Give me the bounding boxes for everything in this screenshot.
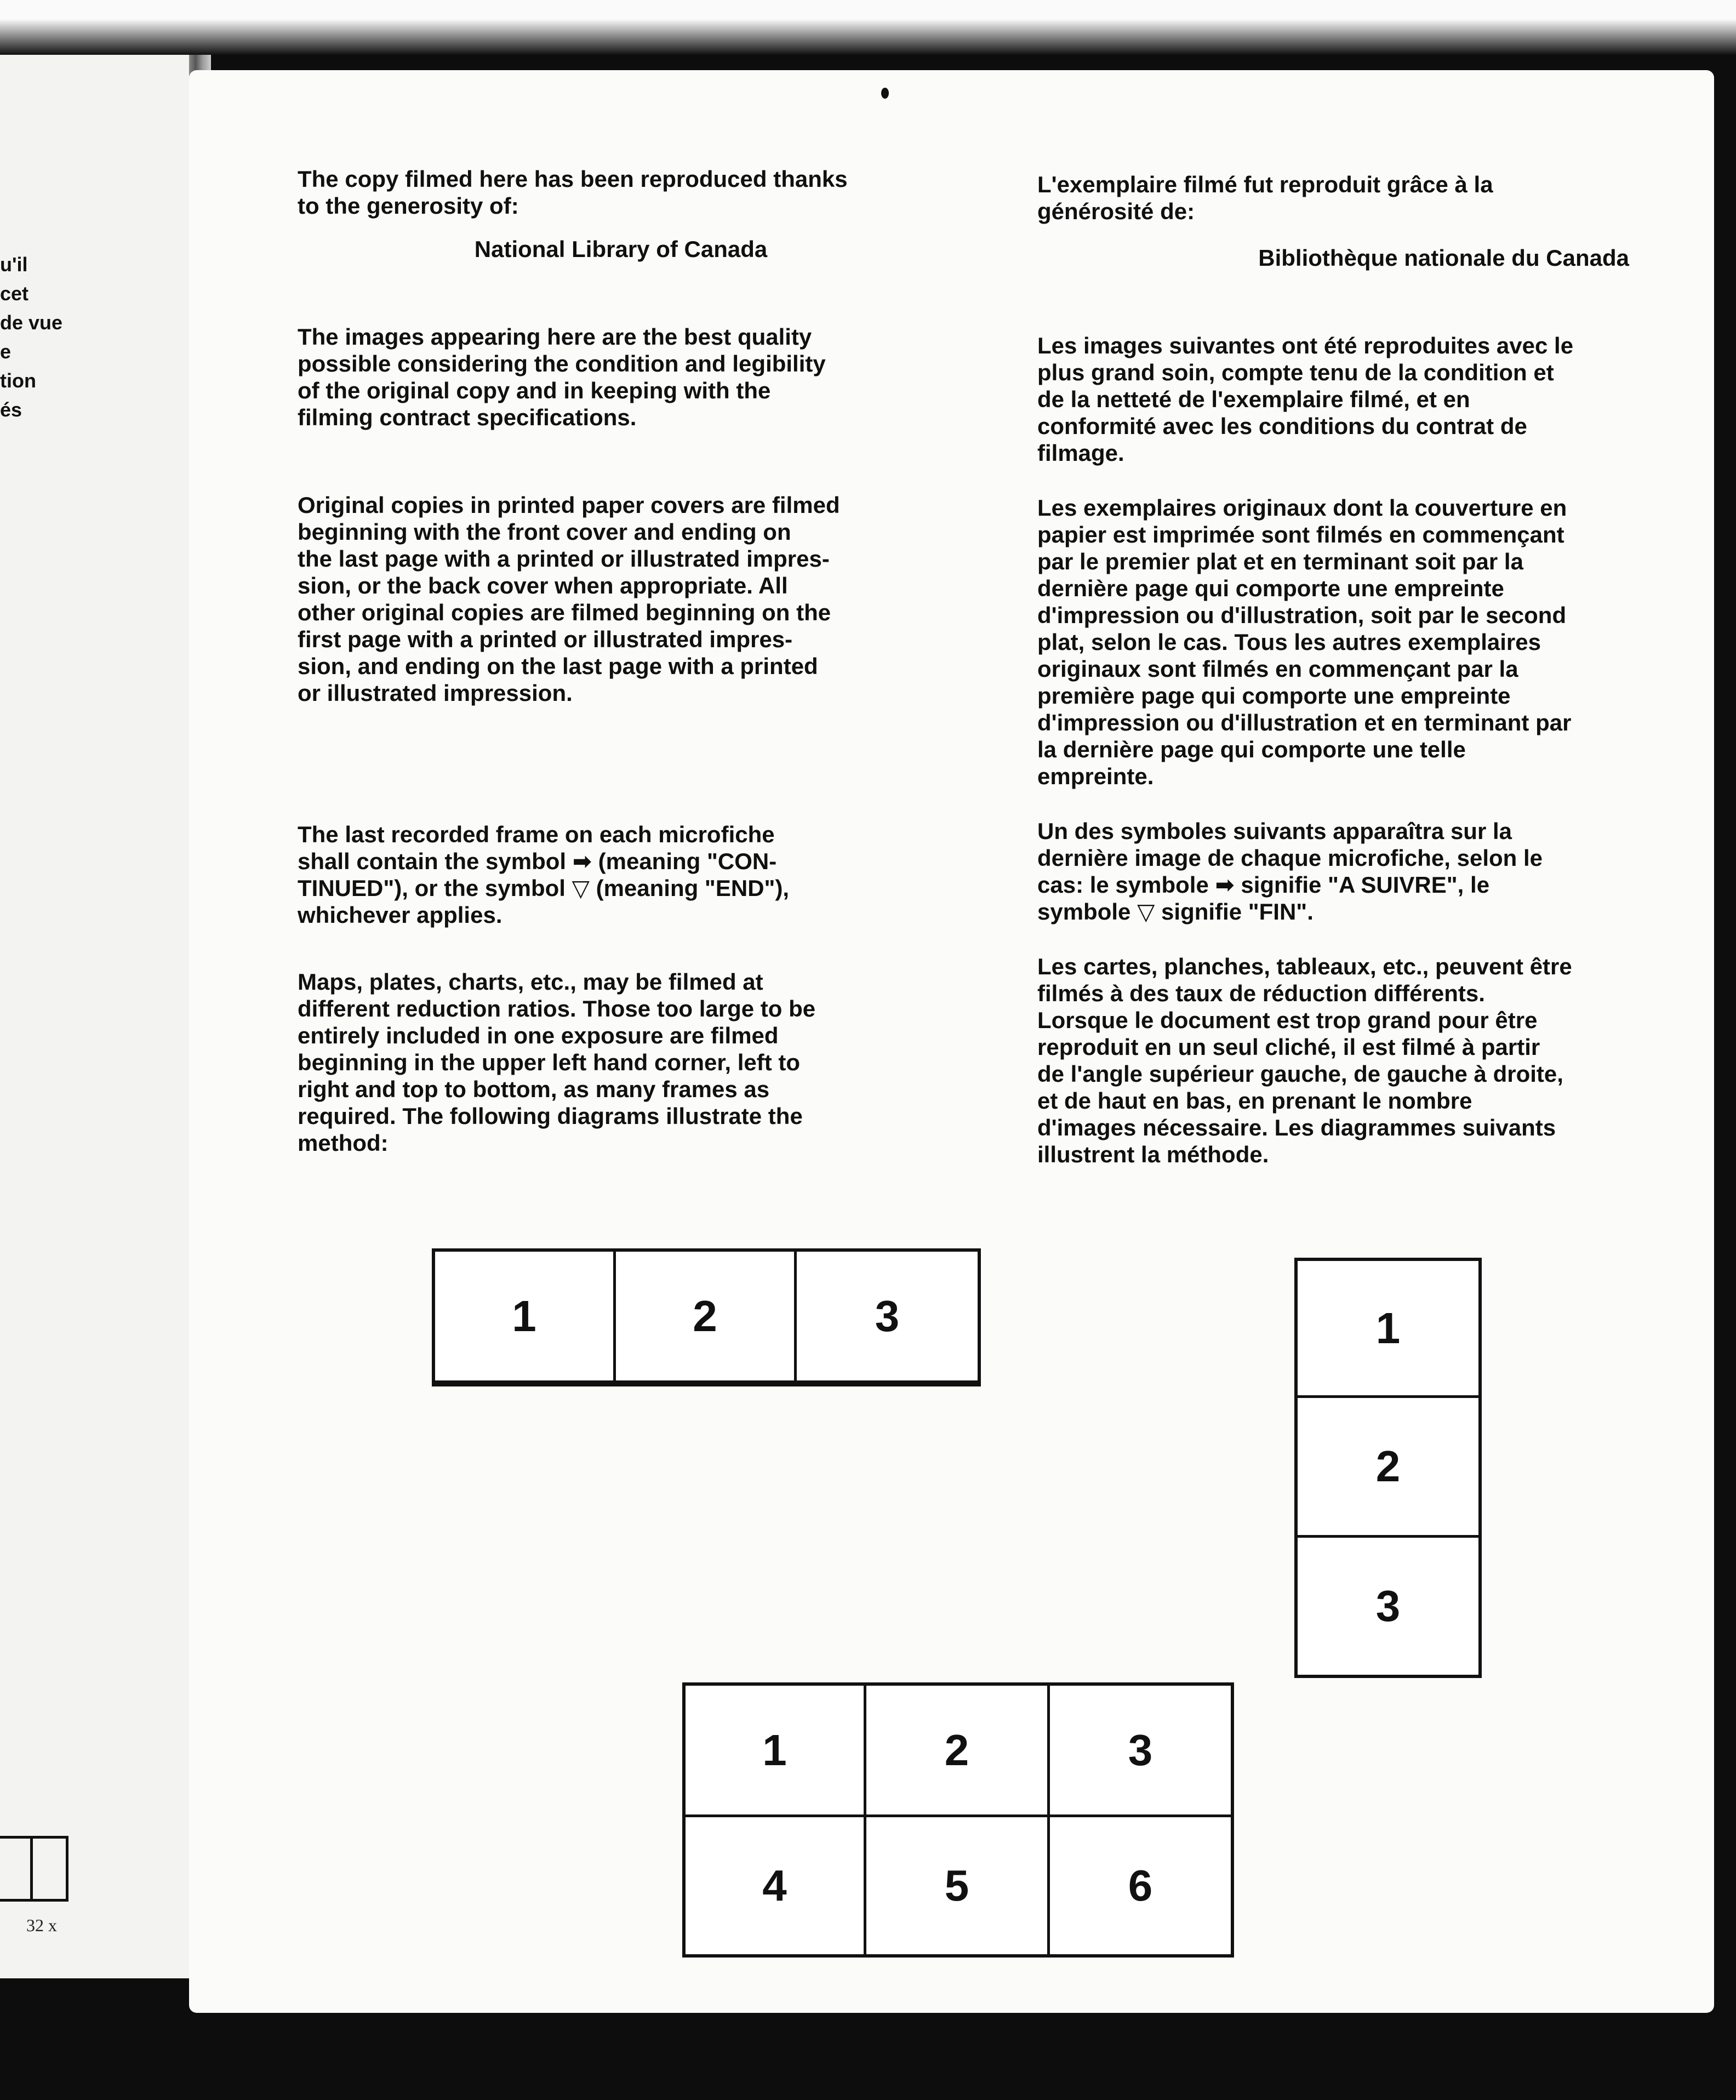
diagram-cell: 4: [686, 1817, 866, 1954]
diagram-cell: 1: [1298, 1261, 1478, 1398]
diagram-grid: [682, 1682, 1234, 1958]
english-originals-paragraph: Original copies in printed paper covers are filmed beginning with the front cover and ending on the last page with a printed or illustrated impres- sion, or the back cover when appropriate. All other original copies are filmed beginning on the first page with a printed or illustrated impres- sion, and ending on the last page with a printed or illustrated impression.: [298, 492, 840, 706]
english-quality-paragraph: The images appearing here are the best quality possible considering the condition and legibility of the original copy and in keeping with the filming contract specifications.: [298, 324, 826, 430]
french-intro: L'exemplaire filmé fut reproduit grâce à la générosité de:: [1037, 172, 1493, 224]
previous-page: [0, 55, 189, 1978]
french-quality-paragraph: Les images suivantes ont été reproduites avec le plus grand soin, compte tenu de la condition et de la netteté de l'exemplaire filmé, et en conformité avec les conditions du contrat de filmage.: [1037, 333, 1574, 466]
english-library-name: National Library of Canada: [474, 236, 768, 262]
prev-text-fragment: de vue: [0, 311, 63, 334]
french-maps-paragraph: Les cartes, planches, tableaux, etc., peuvent être filmés à des taux de réduction différents. Lorsque le document est trop grand pour être reproduit en un seul cliché, il est filmé à partir de l'angle supérieur gauche, de gauche à droite, et de haut en bas, en prenant le nombre d'images nécessaire. Les diagrammes suivants illustrent la méthode.: [1037, 954, 1572, 1167]
english-intro: The copy filmed here has been reproduced thanks to the generosity of:: [298, 166, 848, 219]
diagram-cell: 3: [1375, 1582, 1401, 1630]
english-column: [298, 166, 944, 1156]
diagram-cell: 2: [1298, 1398, 1478, 1538]
diagram-cell: 1: [686, 1686, 866, 1817]
prev-text-fragment: és: [0, 398, 22, 421]
prev-text-fragment: u'il: [0, 253, 28, 276]
diagram-cell: 2: [616, 1252, 797, 1383]
prev-text-fragment: e: [0, 340, 12, 363]
ink-dot: [881, 88, 889, 99]
prev-reduction-label: 32 x: [26, 1915, 57, 1935]
french-library-name: Bibliothèque nationale du Canada: [1258, 245, 1629, 271]
prev-text-fragment: cet: [0, 282, 29, 305]
diagram-cell: 3: [797, 1252, 978, 1383]
diagram-vertical: [1294, 1258, 1482, 1678]
diagram-cell: 2: [866, 1686, 1050, 1817]
english-symbols-paragraph: The last recorded frame on each microfiche shall contain the symbol ➡ (meaning "CON- TINUED"), or the symbol ▽ (meaning "END"), whichever applies.: [298, 821, 790, 928]
diagram-cell: 3: [1050, 1686, 1231, 1817]
french-symbols-paragraph: Un des symboles suivants apparaîtra sur la dernière image de chaque microfiche, selon le cas: le symbole ➡ signifie "A SUIVRE", le symbole ▽ signifie "FIN".: [1037, 818, 1543, 925]
diagram-cell: 5: [866, 1817, 1050, 1954]
english-maps-paragraph: Maps, plates, charts, etc., may be filmed at different reduction ratios. Those too large to be entirely included in one exposure are filmed beginning in the upper left hand corner, left to right and top to bottom, as many frames as required. The following diagrams illustrate the method:: [298, 969, 816, 1156]
diagram-cell: 6: [1128, 1861, 1153, 1910]
top-film-edge: [0, 0, 1736, 55]
prev-reduction-grid: [0, 1836, 68, 1902]
diagram-cell: 1: [435, 1252, 616, 1383]
french-originals-paragraph: Les exemplaires originaux dont la couverture en papier est imprimée sont filmés en commençant par le premier plat et en terminant soit par la dernière page qui comporte une empreinte d'impression ou d'illustration, soit par le second plat, selon le cas. Tous les autres exemplaires originaux sont filmés en commençant par la première page qui comporte une empreinte d'impression ou d'illustration et en terminant par la dernière page qui comporte une telle empreinte.: [1037, 495, 1572, 789]
prev-text-fragment: tion: [0, 369, 36, 392]
diagram-horizontal: [432, 1248, 981, 1386]
french-column: [1037, 171, 1629, 1168]
